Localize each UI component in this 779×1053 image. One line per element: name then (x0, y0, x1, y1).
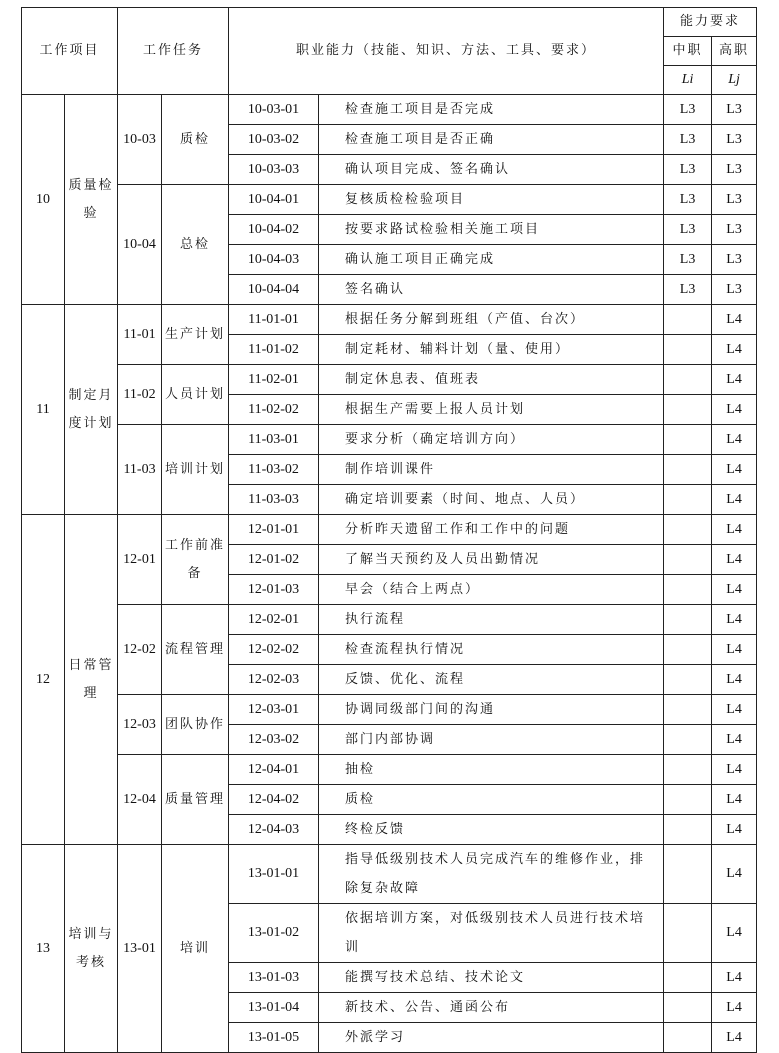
ability-code: 13-01-02 (229, 904, 319, 963)
task-code: 10-04 (118, 185, 162, 305)
ability-code: 11-03-03 (229, 485, 319, 515)
level-high: L3 (712, 95, 757, 125)
level-high: L4 (712, 963, 757, 993)
ability-text: 制定耗材、辅料计划（量、使用） (319, 335, 664, 365)
level-high: L4 (712, 725, 757, 755)
level-mid (664, 515, 712, 545)
task-code: 12-02 (118, 605, 162, 695)
task-name: 总检 (162, 185, 229, 305)
ability-code: 11-03-02 (229, 455, 319, 485)
ability-text: 指导低级别技术人员完成汽车的维修作业，排除复杂故障 (319, 845, 664, 904)
task-name: 培训 (162, 845, 229, 1053)
level-high: L4 (712, 1023, 757, 1053)
ability-text: 反馈、优化、流程 (319, 665, 664, 695)
level-high: L4 (712, 785, 757, 815)
ability-text: 终检反馈 (319, 815, 664, 845)
level-high: L4 (712, 335, 757, 365)
level-mid (664, 455, 712, 485)
ability-code: 11-03-01 (229, 425, 319, 455)
task-code: 12-04 (118, 755, 162, 845)
level-mid (664, 605, 712, 635)
level-high: L4 (712, 815, 757, 845)
ability-text: 制定休息表、值班表 (319, 365, 664, 395)
ability-text: 抽检 (319, 755, 664, 785)
level-high: L4 (712, 575, 757, 605)
level-high: L4 (712, 425, 757, 455)
ability-code: 10-04-01 (229, 185, 319, 215)
header-project: 工作项目 (22, 8, 118, 95)
level-mid (664, 665, 712, 695)
level-mid (664, 395, 712, 425)
header-high: 高职 (712, 37, 757, 66)
level-high: L3 (712, 125, 757, 155)
level-mid (664, 755, 712, 785)
ability-code: 10-04-04 (229, 275, 319, 305)
level-mid: L3 (664, 275, 712, 305)
level-high: L4 (712, 635, 757, 665)
level-high: L4 (712, 605, 757, 635)
ability-code: 11-01-02 (229, 335, 319, 365)
ability-text: 部门内部协调 (319, 725, 664, 755)
ability-code: 11-02-02 (229, 395, 319, 425)
level-mid (664, 725, 712, 755)
header-lj: Lj (712, 66, 757, 95)
ability-code: 12-03-01 (229, 695, 319, 725)
ability-text: 执行流程 (319, 605, 664, 635)
ability-code: 12-02-03 (229, 665, 319, 695)
level-high: L3 (712, 185, 757, 215)
project-number: 11 (22, 305, 65, 515)
ability-code: 12-01-01 (229, 515, 319, 545)
task-code: 11-01 (118, 305, 162, 365)
level-high: L3 (712, 215, 757, 245)
ability-text: 依据培训方案，对低级别技术人员进行技术培训 (319, 904, 664, 963)
ability-text: 能撰写技术总结、技术论文 (319, 963, 664, 993)
level-mid: L3 (664, 215, 712, 245)
level-mid (664, 815, 712, 845)
level-mid (664, 1023, 712, 1053)
project-name: 质量检验 (65, 95, 118, 305)
level-high: L3 (712, 245, 757, 275)
ability-code: 12-04-01 (229, 755, 319, 785)
level-high: L4 (712, 395, 757, 425)
ability-code: 12-01-03 (229, 575, 319, 605)
ability-text: 新技术、公告、通函公布 (319, 993, 664, 1023)
ability-text: 确认施工项目正确完成 (319, 245, 664, 275)
ability-text: 早会（结合上两点） (319, 575, 664, 605)
ability-text: 检查施工项目是否完成 (319, 95, 664, 125)
task-name: 工作前准备 (162, 515, 229, 605)
level-mid (664, 904, 712, 963)
level-high: L4 (712, 665, 757, 695)
project-number: 12 (22, 515, 65, 845)
ability-code: 13-01-04 (229, 993, 319, 1023)
level-high: L3 (712, 275, 757, 305)
ability-text: 复核质检检验项目 (319, 185, 664, 215)
task-name: 人员计划 (162, 365, 229, 425)
ability-text: 外派学习 (319, 1023, 664, 1053)
level-mid (664, 993, 712, 1023)
ability-code: 11-02-01 (229, 365, 319, 395)
level-mid (664, 485, 712, 515)
level-high: L4 (712, 695, 757, 725)
level-mid (664, 635, 712, 665)
task-name: 流程管理 (162, 605, 229, 695)
ability-code: 12-01-02 (229, 545, 319, 575)
task-name: 团队协作 (162, 695, 229, 755)
level-high: L4 (712, 904, 757, 963)
header-li: Li (664, 66, 712, 95)
level-high: L4 (712, 545, 757, 575)
level-mid (664, 575, 712, 605)
ability-code: 12-04-02 (229, 785, 319, 815)
level-mid (664, 545, 712, 575)
project-name: 制定月度计划 (65, 305, 118, 515)
ability-text: 根据生产需要上报人员计划 (319, 395, 664, 425)
task-name: 质检 (162, 95, 229, 185)
project-number: 13 (22, 845, 65, 1053)
level-mid (664, 963, 712, 993)
project-number: 10 (22, 95, 65, 305)
header-ability: 职业能力（技能、知识、方法、工具、要求） (229, 8, 664, 95)
project-name: 日常管理 (65, 515, 118, 845)
task-name: 质量管理 (162, 755, 229, 845)
ability-text: 质检 (319, 785, 664, 815)
ability-text: 确认项目完成、签名确认 (319, 155, 664, 185)
task-name: 生产计划 (162, 305, 229, 365)
header-requirement: 能力要求 (664, 8, 757, 37)
ability-text: 确定培训要素（时间、地点、人员） (319, 485, 664, 515)
level-mid (664, 425, 712, 455)
ability-code: 13-01-05 (229, 1023, 319, 1053)
ability-code: 12-03-02 (229, 725, 319, 755)
task-code: 13-01 (118, 845, 162, 1053)
ability-text: 检查流程执行情况 (319, 635, 664, 665)
ability-code: 13-01-03 (229, 963, 319, 993)
ability-text: 了解当天预约及人员出勤情况 (319, 545, 664, 575)
level-mid: L3 (664, 245, 712, 275)
ability-text: 分析昨天遗留工作和工作中的问题 (319, 515, 664, 545)
level-high: L4 (712, 305, 757, 335)
task-code: 12-01 (118, 515, 162, 605)
level-high: L3 (712, 155, 757, 185)
level-mid (664, 695, 712, 725)
task-code: 11-02 (118, 365, 162, 425)
level-mid (664, 335, 712, 365)
ability-code: 13-01-01 (229, 845, 319, 904)
level-high: L4 (712, 845, 757, 904)
task-name: 培训计划 (162, 425, 229, 515)
header-task: 工作任务 (118, 8, 229, 95)
level-high: L4 (712, 485, 757, 515)
level-mid (664, 305, 712, 335)
ability-text: 按要求路试检验相关施工项目 (319, 215, 664, 245)
ability-code: 12-02-01 (229, 605, 319, 635)
ability-text: 要求分析（确定培训方向） (319, 425, 664, 455)
level-high: L4 (712, 455, 757, 485)
level-high: L4 (712, 993, 757, 1023)
level-mid: L3 (664, 155, 712, 185)
header-mid: 中职 (664, 37, 712, 66)
level-mid (664, 785, 712, 815)
ability-text: 制作培训课件 (319, 455, 664, 485)
ability-code: 10-03-03 (229, 155, 319, 185)
level-mid: L3 (664, 185, 712, 215)
ability-text: 根据任务分解到班组（产值、台次） (319, 305, 664, 335)
task-code: 11-03 (118, 425, 162, 515)
level-high: L4 (712, 365, 757, 395)
level-mid: L3 (664, 125, 712, 155)
ability-code: 12-02-02 (229, 635, 319, 665)
competency-table (21, 7, 757, 1053)
ability-code: 10-04-03 (229, 245, 319, 275)
ability-text: 签名确认 (319, 275, 664, 305)
level-mid: L3 (664, 95, 712, 125)
ability-code: 10-03-01 (229, 95, 319, 125)
ability-text: 检查施工项目是否正确 (319, 125, 664, 155)
level-high: L4 (712, 515, 757, 545)
ability-text: 协调同级部门间的沟通 (319, 695, 664, 725)
project-name: 培训与考核 (65, 845, 118, 1053)
level-mid (664, 365, 712, 395)
level-mid (664, 845, 712, 904)
ability-code: 10-03-02 (229, 125, 319, 155)
ability-code: 11-01-01 (229, 305, 319, 335)
level-high: L4 (712, 755, 757, 785)
task-code: 10-03 (118, 95, 162, 185)
task-code: 12-03 (118, 695, 162, 755)
ability-code: 10-04-02 (229, 215, 319, 245)
ability-code: 12-04-03 (229, 815, 319, 845)
